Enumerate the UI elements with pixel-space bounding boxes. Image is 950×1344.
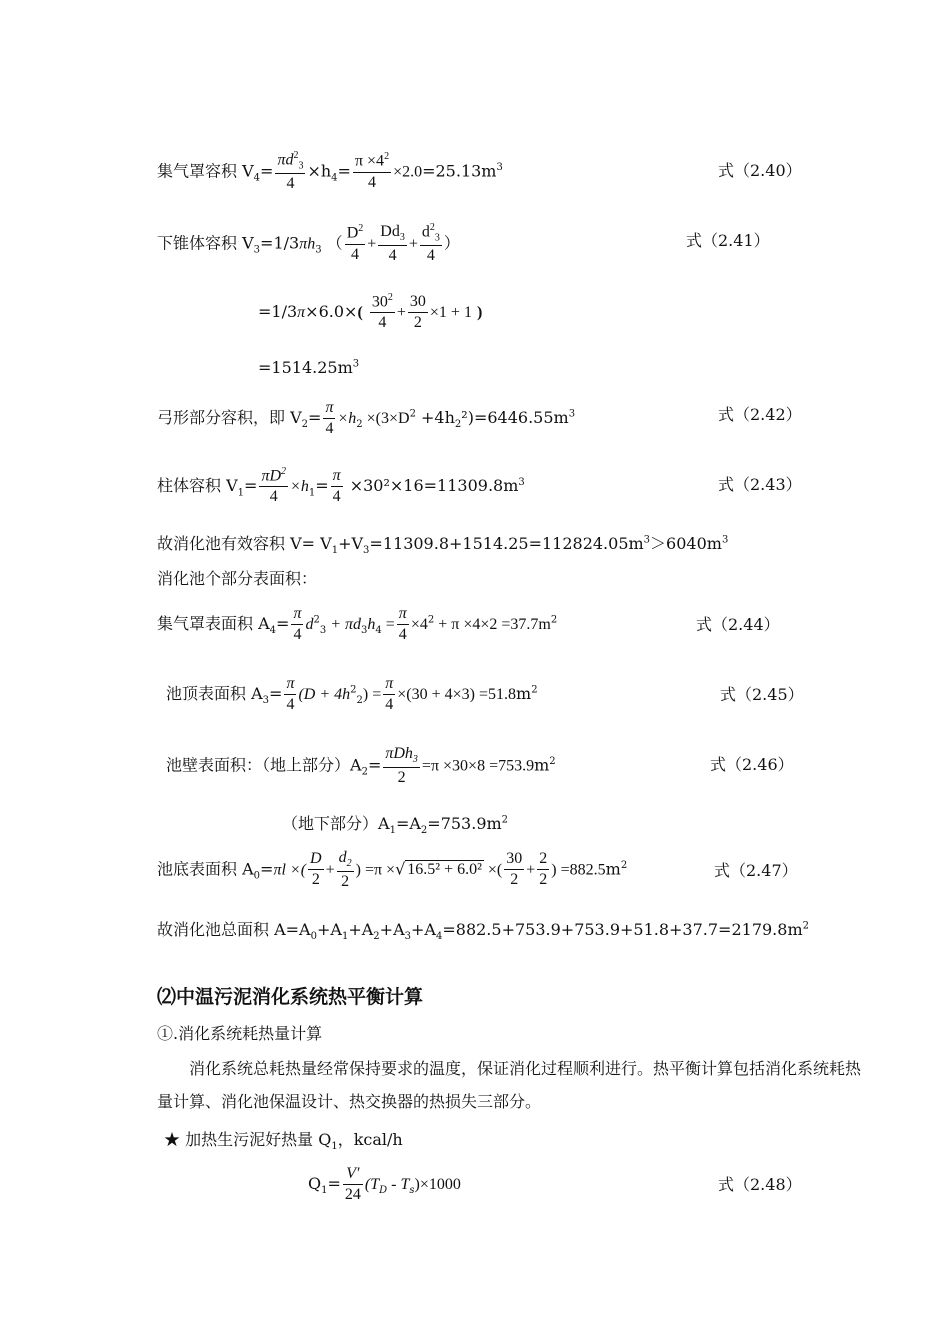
fraction: $\frac{\pi}{4}$ [325,399,334,437]
equation-number: 式（2.43） [718,475,802,494]
eq-2-41-substitution: =1/3π×6.0×( $\frac{30^2}{4}$ + $\frac{30}{2}$ ×1 + 1 ) [258,292,483,332]
eq-2-47: 池底表面积 $A_0=\pi l$ ×( $\frac{D}{2}$ + $\frac{d_2}{2}$ ) =π ×√ 16.5² + 6.0² ×( $\frac{30}{2}$ + $\frac{2}{2}$ ) $=882.5m^2$ [157,849,628,890]
equation-number: 式（2.45） [720,685,804,704]
fraction: $\frac{\pi}{4}$ [385,675,394,713]
equation-number: 式（2.48） [718,1175,802,1194]
eq-2-43: 柱体容积 $V_1=$ $\frac{\pi D^2}{4}$ $\times h_1=$ $\frac{\pi}{4}$ $\times 30^2\times 16=11309.8m^3$ [157,466,525,506]
fraction: $\frac{30}{2}$ [506,850,523,889]
fraction: $\frac{Dd_3}{4}$ [380,223,405,264]
fraction: $\frac{\pi Dh_3}{2}$ [385,745,418,786]
subheading: ①.消化系统耗热量计算 [157,1024,323,1043]
fraction: $\frac{30}{2}$ [409,293,426,332]
equation-number: 式（2.46） [710,755,794,774]
fraction: $\frac{\pi}{4}$ [398,605,407,643]
eq-2-46: 池壁表面积：（地上部分）$A_2=$ $\frac{\pi Dh_3}{2}$ $=\pi \times 30\times 8 =753.9m^2$ [166,745,556,786]
surface-area-intro: 消化池个部分表面积： [157,569,318,588]
eq-2-46-underground: （地下部分）$A_1=A_2=753.9m^2$ [282,814,509,837]
eq-2-42: 弓形部分容积，即 $V_2=$ $\frac{\pi}{4}$ $\times h_2 \times(3\times D^2 +4h_2^2)=6446.55m^3$ [157,399,576,437]
fraction: $\frac{D}{2}$ [310,850,322,889]
fraction: $\frac{30^2}{4}$ [371,292,393,332]
bullet-line: ★ 加热生污泥好热量 $Q_1$，kcal/h [164,1130,403,1153]
fraction: $\frac{d_2}{2}$ [338,849,352,890]
total-volume-line: 故消化池有效容积 $V= V_1+V_3=11309.8+1514.25=112824.05m^3>6040m^3$ [157,534,729,557]
fraction: $\frac{V'}{24}$ [344,1165,361,1203]
eq-2-48: $Q_1=$ $\frac{V'}{24}$ $(T_D - T_s)\times 1000$ [308,1165,461,1203]
eq-2-44: 集气罩表面积 $A_4=$ $\frac{\pi}{4}$ $d^2_3 + \pi d_3h_4$ = $\frac{\pi}{4}$ $\times 4^2 + \pi \times 4\times 2 =37.7m^2$ [157,605,558,643]
eq-2-41: 下锥体容积 $V_3=1/3\pi h_3$ （ $\frac{D^2}{4}$ + $\frac{Dd_3}{4}$ + $\frac{d^2_3}{4}$ ） [157,222,460,265]
equation-number: 式（2.40） [718,161,802,180]
star-icon: ★ [164,1130,181,1149]
fraction: $\frac{\pi}{4}$ [286,675,295,713]
fraction: $\frac{\pi}{4}$ [332,467,341,506]
equation-number: 式（2.47） [714,861,798,880]
body-paragraph: 消化系统总耗热量经常保持要求的温度，保证消化过程顺利进行。热平衡计算包括消化系统耗热量计算、消化池保温设计、热交换器的热损失三部分。 [157,1059,862,1111]
section-heading: ⑵中温污泥消化系统热平衡计算 [157,986,424,1008]
equation-number: 式（2.41） [686,231,770,250]
fraction: $\frac{d^2_3}{4}$ [421,222,440,265]
fraction: $\frac{\pi d^2_3}{4}$ [277,150,304,193]
eq-2-41-result: $=1514.25m^3$ [258,358,360,377]
fraction: $\frac{D^2}{4}$ [346,223,364,263]
fraction: $\frac{2}{2}$ [539,850,548,889]
fraction: $\frac{\pi}{4}$ [293,605,302,643]
eq-2-45: 池顶表面积 $A_3=$ $\frac{\pi}{4}$ $(D + 4h^2_2)$ = $\frac{\pi}{4}$ $\times(30 + 4\times 3) =51.8m^2$ [166,675,538,713]
equation-number: 式（2.44） [696,615,780,634]
equation-number: 式（2.42） [718,405,802,424]
total-area-line: 故消化池总面积 $A=A_0+A_1+A_2+A_3+A_4=882.5+753.9+753.9+51.8+37.7=2179.8m^2$ [157,920,809,943]
eq-2-40: 集气罩容积 $V_4=$ $\frac{\pi d^2_3}{4}$ $\times h_4=$ $\frac{\pi \times 4^2}{4}$ $\times 2.0=25.13m^3$ [157,150,503,193]
fraction: $\frac{\pi \times 4^2}{4}$ [354,151,390,191]
fraction: $\frac{\pi D^2}{4}$ [261,466,287,506]
